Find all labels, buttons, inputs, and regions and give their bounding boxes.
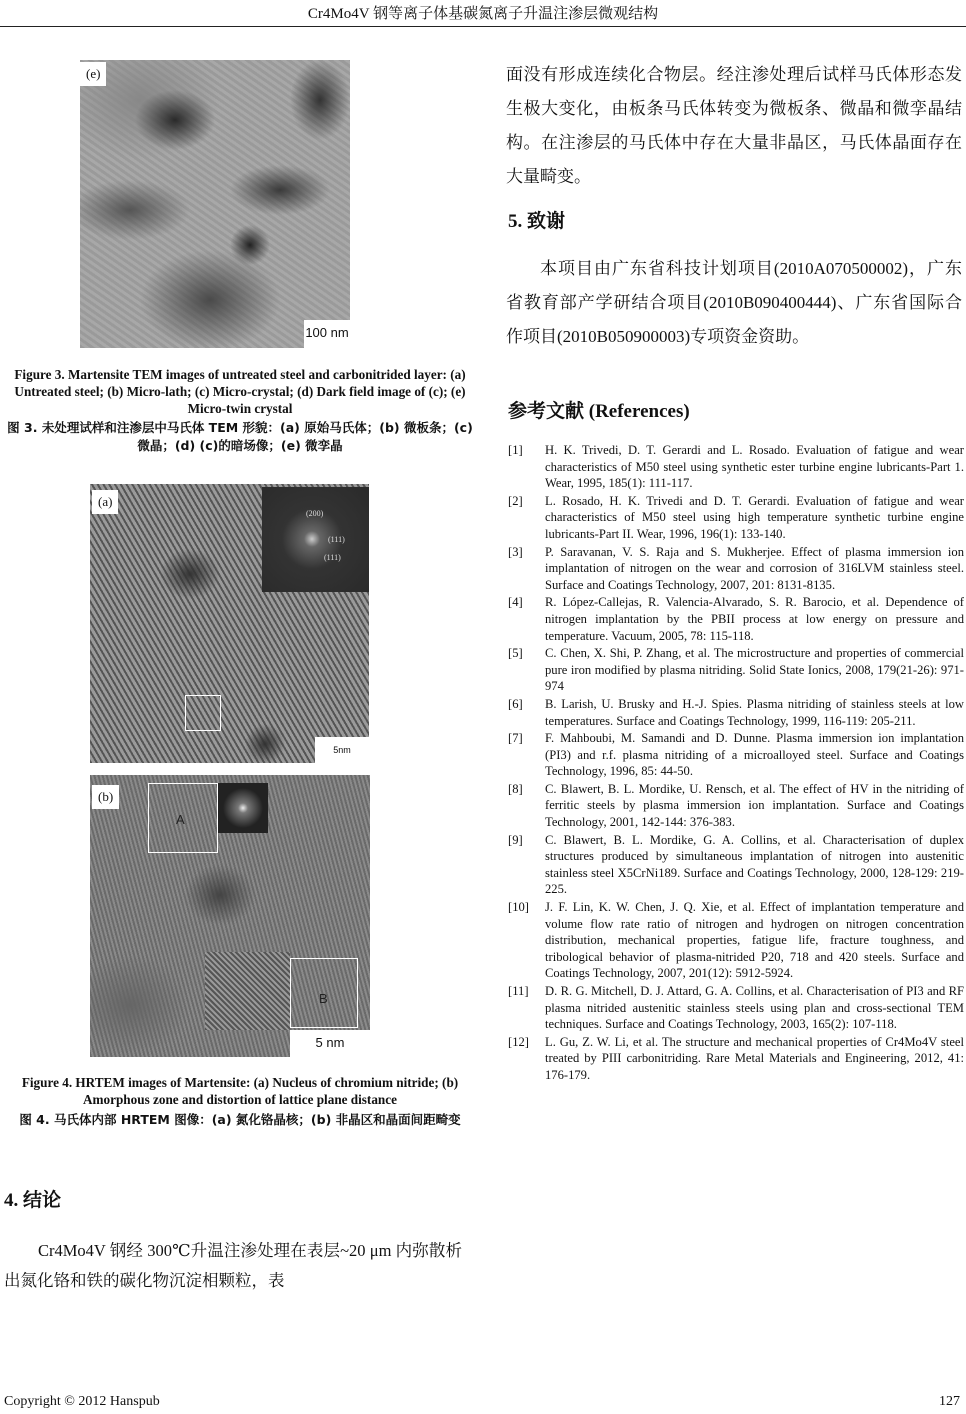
section-heading-conclusion: 4. 结论 bbox=[4, 1190, 62, 1211]
panel-label: (b) bbox=[92, 785, 119, 809]
scale-bar: 5nm bbox=[315, 737, 369, 763]
reference-text: C. Chen, X. Shi, P. Zhang, et al. The microstructure and properties of commercial pure iron modified by plasma nitriding. Solid State Ionics, 2008, 179(21-26): 971-974 bbox=[545, 646, 964, 694]
fft-inset bbox=[218, 783, 268, 833]
figure-4a-hrtem-image bbox=[90, 484, 369, 763]
acknowledgement-paragraph: 本项目由广东省科技计划项目(2010A070500002)，广东省教育部产学研结合项目(2010B090400444)、广东省国际合作项目(2010B050900003)专项资金资助。 bbox=[506, 259, 962, 346]
region-box-b bbox=[290, 958, 358, 1028]
reference-text: C. Blawert, B. L. Mordike, U. Rensch, et al. The effect of HV in the nitriding of ferritic steels by plasma immersion ion implantation. Surface and Coatings Technology, 2001, 142-144: 376-383. bbox=[545, 781, 964, 830]
copyright: Copyright © 2012 Hanspub bbox=[4, 1394, 160, 1409]
reference-text: L. Rosado, H. K. Trivedi and D. T. Gerardi. Evaluation of fatigue and wear characteristics of M50 steel using high temperature synthetic turbine engine lubricants-Part II. Wear, 1996, 196(1): 133-140. bbox=[545, 493, 964, 541]
reference-item bbox=[508, 730, 964, 780]
reference-number: [12] bbox=[508, 1034, 529, 1049]
fft-inset bbox=[262, 487, 369, 592]
reference-item bbox=[508, 696, 964, 729]
reference-item bbox=[508, 544, 964, 594]
conclusion-paragraph: Cr4Mo4V 钢经 300℃升温注渗处理在表层~20 μm 内弥散析出氮化铬和铁的碳化物沉淀相颗粒，表 bbox=[4, 1241, 462, 1290]
reference-text: F. Mahboubi, M. Samandi and D. Dunne. Plasma immersion ion implantation (PI3) and r.f. plasma nitriding of a microalloyed steel. Surface and Coatings Technology, 1996, 85: 44-50. bbox=[545, 731, 964, 779]
reference-item bbox=[508, 781, 964, 831]
page-number: 127 bbox=[939, 1394, 960, 1409]
figure-4b-hrtem-image bbox=[90, 775, 370, 1057]
section-heading-acknowledgement: 5. 致谢 bbox=[508, 211, 566, 232]
reference-list bbox=[508, 442, 964, 1085]
reference-item bbox=[508, 832, 964, 898]
running-header: Cr4Mo4V 钢等离子体基碳氮离子升温注渗层微观结构 bbox=[307, 6, 659, 22]
reference-number: [1] bbox=[508, 443, 523, 457]
fft-label: (111) bbox=[328, 535, 345, 544]
reference-text: C. Blawert, B. L. Mordike, G. A. Collins, et al. Characterisation of duplex structures produced by simultaneous implantation of nitrogen into austenitic stainless steel X5CrNi189. Surface and Coatings Technology, 2000, 128-129: 219-225. bbox=[545, 832, 964, 897]
references-heading: 参考文献 (References) bbox=[508, 401, 690, 422]
region-box bbox=[185, 695, 221, 731]
reference-number: [10] bbox=[508, 900, 529, 915]
reference-number: [4] bbox=[508, 595, 523, 610]
figure-3-caption-zh: 图 3. 未处理试样和注渗层中马氏体 TEM 形貌：(a) 原始马氏体；(b) 微板条；(c) 微晶；(d) (c)的暗场像；(e) 微孪晶 bbox=[7, 420, 473, 453]
figure-3-tem-image bbox=[80, 60, 350, 348]
reference-number: [9] bbox=[508, 832, 523, 847]
box-label-b: B bbox=[319, 991, 328, 1006]
reference-number: [7] bbox=[508, 731, 523, 746]
reference-number: [5] bbox=[508, 646, 523, 661]
reference-item bbox=[508, 442, 964, 492]
box-label-a: A bbox=[176, 812, 185, 827]
reference-item bbox=[508, 983, 964, 1033]
reference-item bbox=[508, 594, 964, 644]
reference-text: R. López-Callejas, R. Valencia-Alvarado, S. R. Barocio, et al. Dependence of nitrogen implantation by the PBII process at low energy on pressure and temperature. Vacuum, 2005, 78: 115-118. bbox=[545, 595, 964, 643]
header-rule bbox=[0, 26, 966, 27]
scale-bar: 5 nm bbox=[290, 1030, 370, 1057]
reference-text: L. Gu, Z. W. Li, et al. The structure and mechanical properties of Cr4Mo4V steel treated by PIII carbonitriding. Rare Metal Materials and Engineering, 2012, 41: 176-179. bbox=[545, 1034, 964, 1082]
figure-4-caption-en: Figure 4. HRTEM images of Martensite: (a) Nucleus of chromium nitride; (b) Amorphous zone and distortion of lattice plane distance bbox=[21, 1075, 459, 1107]
reference-text: B. Larish, U. Brusky and H.-J. Spies. Plasma nitriding of stainless steels at low temperatures. Surface and Coatings Technology, 1999, 116-119: 205-211. bbox=[545, 696, 964, 728]
reference-text: H. K. Trivedi, D. T. Gerardi and L. Rosado. Evaluation of fatigue and wear characteristics of M50 steel using synthetic ester turbine engine lubricants-Part 1. Wear, 1995, 185(1): 111-117. bbox=[545, 443, 964, 491]
fft-label: (200) bbox=[306, 509, 324, 518]
reference-number: [2] bbox=[508, 493, 523, 508]
reference-number: [8] bbox=[508, 781, 523, 796]
reference-item bbox=[508, 899, 964, 982]
reference-text: P. Saravanan, V. S. Raja and S. Mukherjee. Effect of plasma immersion ion implantation of nitrogen on the wear and corrosion of 316LVM stainless steel. Surface and Coatings Technology, 2007, 201: 8131-8135. bbox=[545, 544, 964, 592]
reference-item bbox=[508, 493, 964, 543]
reference-text: J. F. Lin, K. W. Chen, J. Q. Xie, et al. Effect of implantation temperature and volume flow rate ratio of nitrogen and hydrogen on nitrogen concentration distribution, mechanical properties, fatigue life, fracture toughness, and tribological behavior of plasma-nitrided P20, 718 and 420 steels. Surface and Coatings Technology, 2007, 201(12): 5912-5924. bbox=[545, 900, 964, 981]
scale-bar: 100 nm bbox=[304, 320, 350, 348]
figure-3-caption-en: Figure 3. Martensite TEM images of untreated steel and carbonitrided layer: (a) Untreated steel; (b) Micro-lath; (c) Micro-crystal; (d) Dark field image of (c); (e) Micro-twin crystal bbox=[14, 367, 466, 416]
panel-label: (e) bbox=[80, 62, 106, 86]
reference-number: [11] bbox=[508, 984, 529, 998]
panel-label: (a) bbox=[92, 490, 118, 514]
reference-number: [3] bbox=[508, 544, 523, 559]
reference-number: [6] bbox=[508, 696, 523, 711]
conclusion-paragraph-continued: 面没有形成连续化合物层。经注渗处理后试样马氏体形态发生极大变化，由板条马氏体转变为微板条、微晶和微孪晶结构。在注渗层的马氏体中存在大量非晶区，马氏体晶面存在大量畸变。 bbox=[506, 65, 962, 186]
reference-item bbox=[508, 1034, 964, 1084]
region-box-a bbox=[148, 783, 218, 853]
reference-text: D. R. G. Mitchell, D. J. Attard, G. A. Collins, et al. Characterisation of PI3 and RF plasma nitrided austenitic stainless steels using plan and cross-sectional TEM techniques. Surface and Coatings Technology, 2003, 165(2): 107-118. bbox=[545, 984, 964, 1032]
lattice-inset bbox=[205, 952, 290, 1030]
reference-item bbox=[508, 645, 964, 695]
fft-label: (111) bbox=[324, 553, 341, 562]
figure-4-caption-zh: 图 4. 马氏体内部 HRTEM 图像：(a) 氮化铬晶核；(b) 非晶区和晶面间距畸变 bbox=[19, 1112, 461, 1127]
